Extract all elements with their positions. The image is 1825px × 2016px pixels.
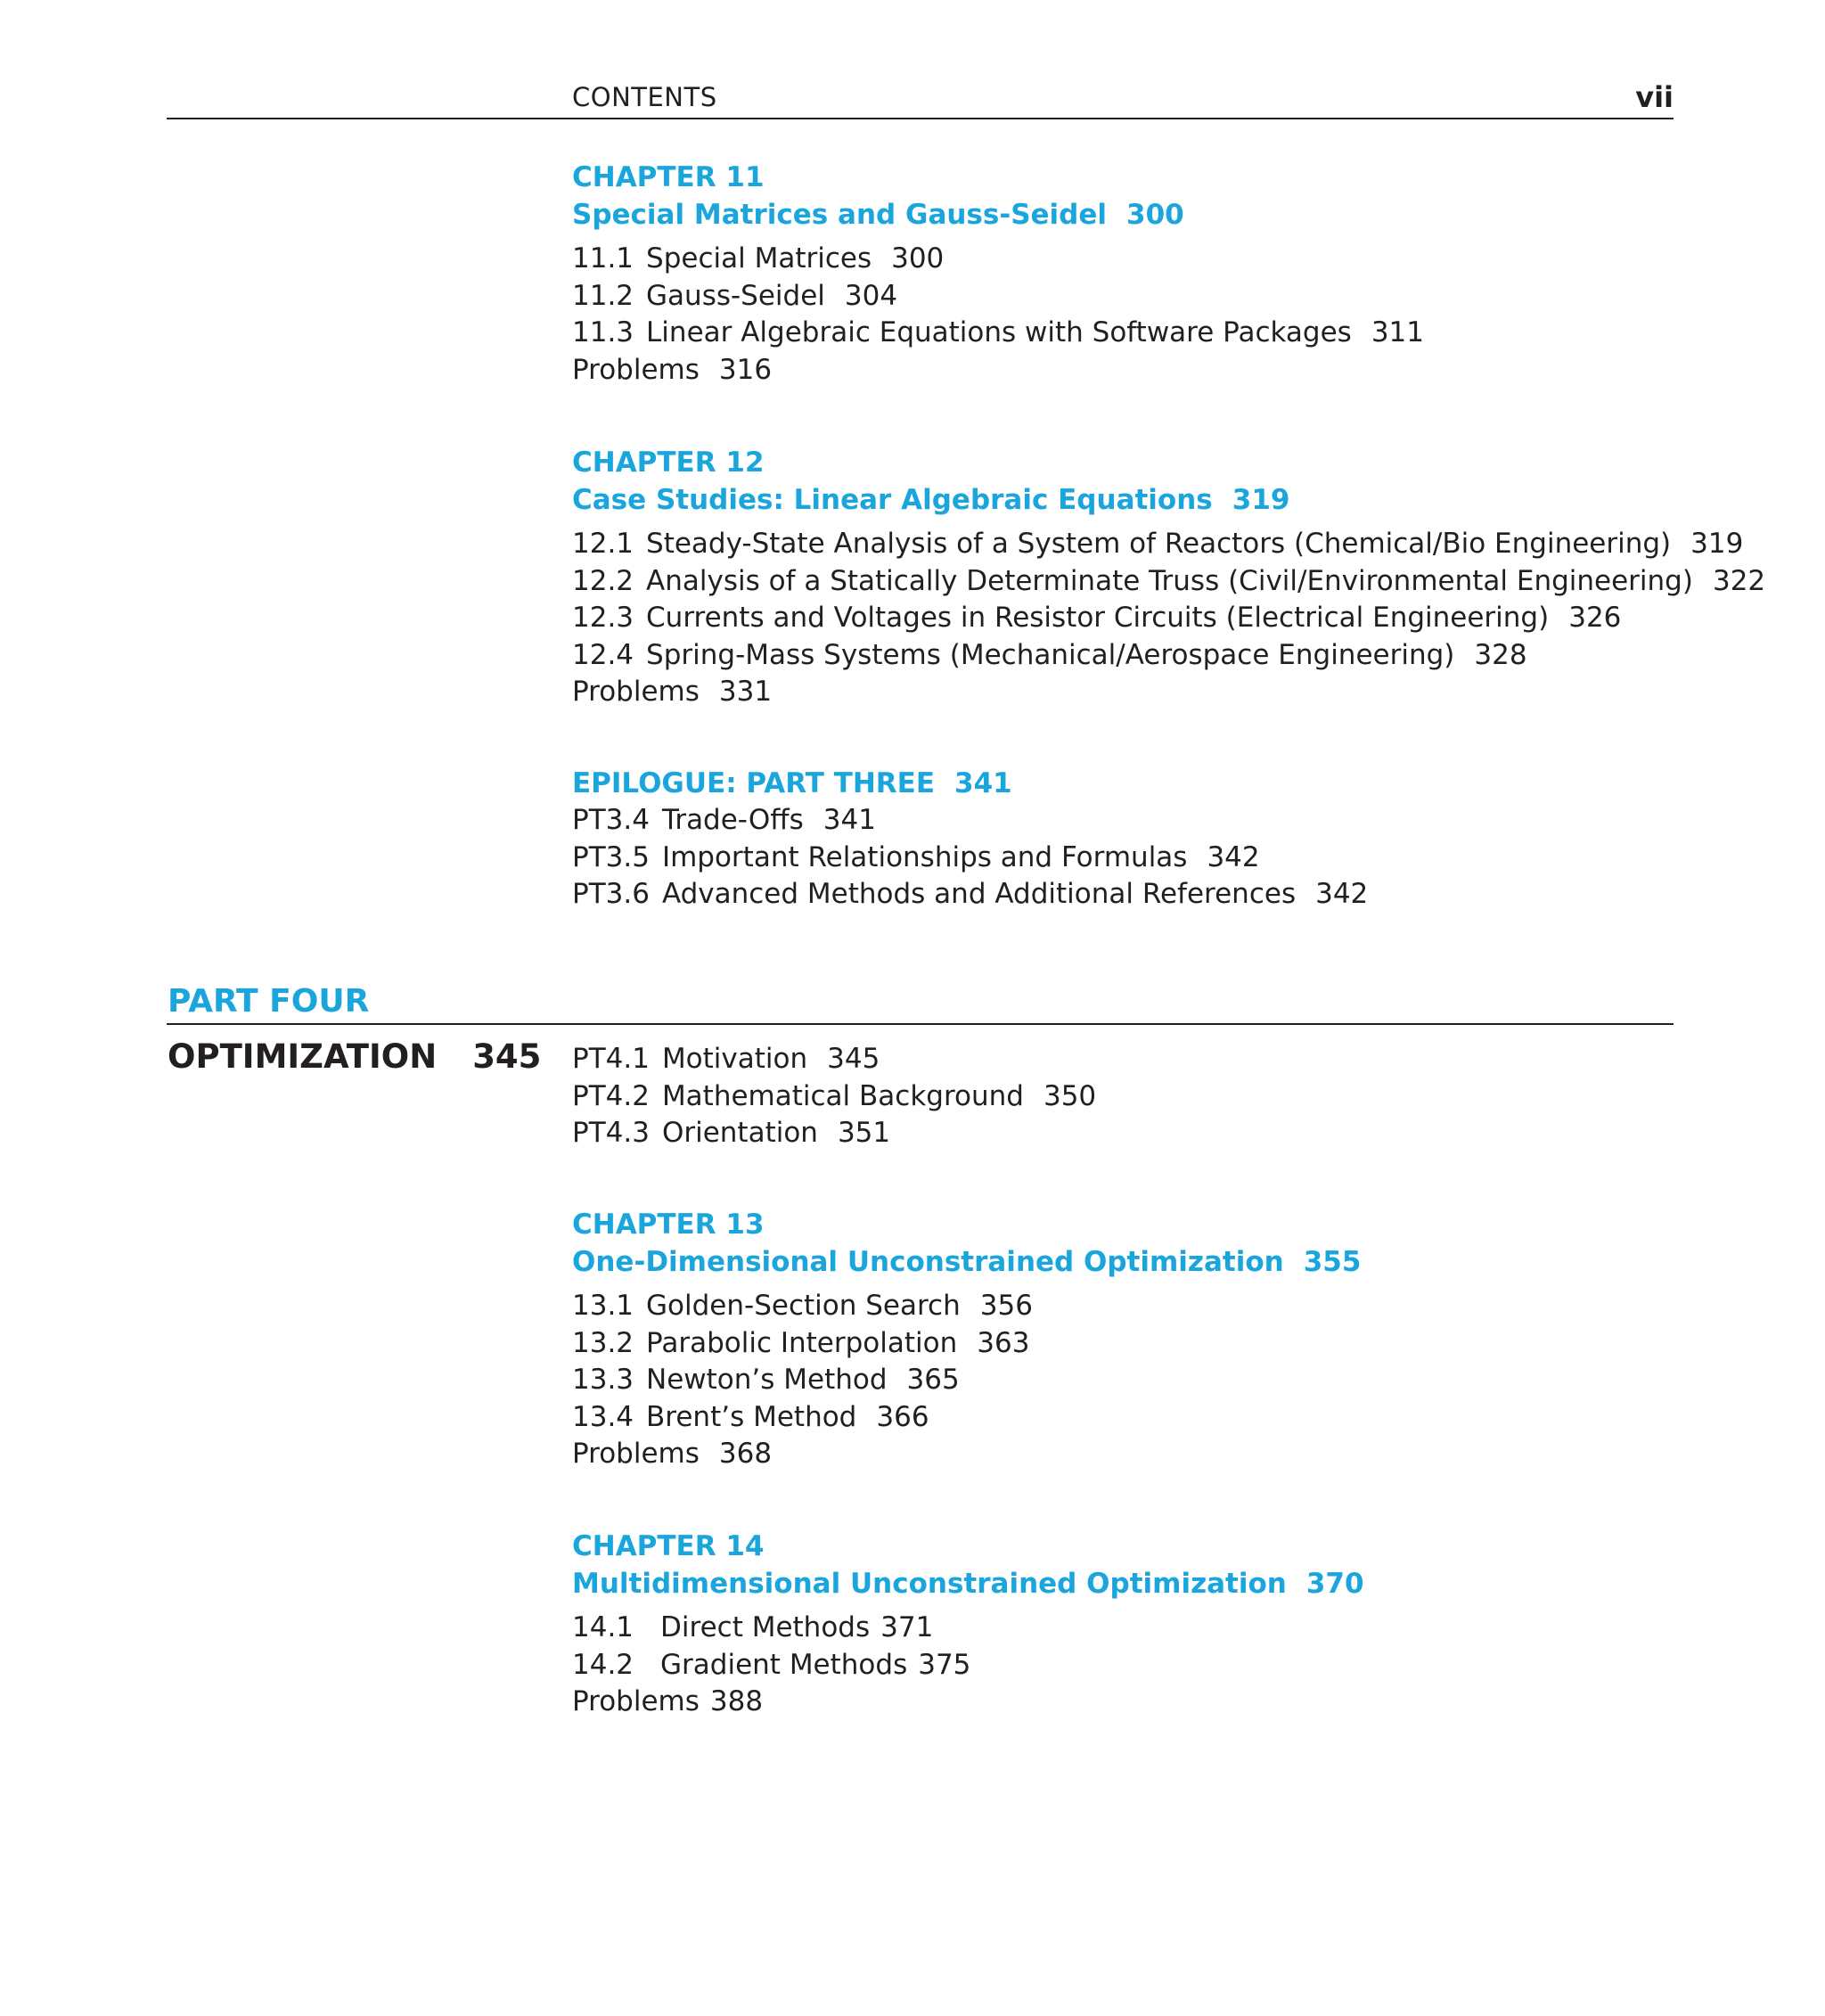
toc-entry[interactable] [572,1610,1364,1647]
epilogue-part-three-section [572,765,1368,914]
entry-title: Parabolic Interpolation [646,1326,958,1359]
toc-entry[interactable] [572,1684,1364,1721]
running-head [167,78,1674,119]
toc-entry[interactable] [572,352,1424,389]
chapter-11-section [572,159,1424,389]
entry-page: 345 [827,1043,880,1075]
entry-title: Trade-Offs [661,804,804,836]
toc-entry[interactable] [572,637,1765,675]
entry-title: Currents and Voltages in Resistor Circuits (Electrical Engineering) [646,602,1550,634]
entry-title: Newton’s Method [646,1364,888,1396]
entry-number: 11.3 [572,316,634,348]
toc-entry[interactable] [572,840,1368,877]
entry-number: 14.2 [572,1648,634,1681]
entry-page: 365 [906,1364,960,1396]
entry-page: 368 [718,1438,773,1470]
entry-page: 388 [709,1685,764,1717]
entry-number: PT4.1 [572,1043,650,1075]
toc-entry[interactable] [572,1362,1361,1399]
toc-entry[interactable] [572,1399,1361,1437]
toc-entry[interactable] [572,526,1765,563]
chapter-12-page: 319 [1232,484,1290,516]
entry-title: Analysis of a Statically Determinate Truss (Civil/Environmental Engineering) [646,564,1693,597]
entry-number: PT3.4 [572,804,650,836]
chapter-13-title: One-Dimensional Unconstrained Optimization [572,1246,1284,1278]
toc-entry[interactable] [572,1041,1096,1078]
toc-entry[interactable] [572,1325,1361,1363]
entry-page: 326 [1568,602,1622,634]
toc-entry[interactable] [572,315,1424,352]
toc-entry[interactable] [572,1288,1361,1325]
toc-entry[interactable] [572,1078,1096,1116]
entry-number: 13.2 [572,1326,634,1359]
entry-number: PT3.6 [572,878,650,910]
entry-number: 13.3 [572,1364,634,1396]
toc-entry[interactable] [572,674,1765,711]
entry-title: Problems [572,1438,700,1470]
entry-title: Direct Methods [660,1611,871,1643]
entry-number: 11.1 [572,242,634,275]
entry-page: 319 [1690,528,1744,560]
entry-title: Orientation [661,1117,818,1149]
chapter-12-title: Case Studies: Linear Algebraic Equations [572,484,1213,516]
entry-title: Golden-Section Search [646,1290,961,1322]
toc-entry[interactable] [572,1115,1096,1152]
epilogue-page: 341 [954,767,1012,799]
chapter-12-title-line[interactable] [572,481,1765,519]
chapter-14-section [572,1528,1364,1721]
entry-title: Brent’s Method [646,1400,857,1433]
entry-number: PT4.2 [572,1079,650,1112]
entry-number: 12.2 [572,564,634,597]
chapter-11-page: 300 [1126,199,1184,231]
part-four-label: PART FOUR [168,983,370,1020]
entry-number: PT4.3 [572,1117,650,1149]
entry-page: 350 [1043,1079,1097,1112]
entry-title: Gradient Methods [660,1648,908,1681]
chapter-13-section [572,1206,1361,1473]
entry-number: 12.3 [572,602,634,634]
part-four-title: OPTIMIZATION [168,1037,438,1076]
entry-number: PT3.5 [572,840,650,873]
toc-entry[interactable] [572,241,1424,278]
entry-title: Linear Algebraic Equations with Software Packages [646,316,1352,348]
toc-entry[interactable] [572,600,1765,637]
chapter-14-page: 370 [1305,1568,1364,1600]
entry-page: 356 [979,1290,1033,1322]
entry-title: Gauss-Seidel [646,279,825,312]
entry-page: 304 [844,279,898,312]
entry-page: 316 [718,353,773,386]
entry-title: Steady-State Analysis of a System of Reactors (Chemical/Bio Engineering) [646,528,1672,560]
entry-number: 12.1 [572,528,634,560]
entry-page: 375 [918,1648,971,1681]
entry-title: Problems [572,1685,700,1717]
part-four-divider [167,1023,1674,1025]
chapter-14-title-line[interactable] [572,1565,1364,1602]
chapter-14-label: CHAPTER 14 [572,1530,765,1562]
entry-page: 328 [1474,638,1527,671]
entry-page: 331 [718,676,773,708]
part-four-title-line[interactable] [168,1037,541,1077]
chapter-12-section [572,444,1765,711]
entry-title: Special Matrices [646,242,872,275]
chapter-11-label: CHAPTER 11 [572,161,765,193]
entry-page: 300 [891,242,945,275]
entry-title: Mathematical Background [661,1079,1024,1112]
chapter-12-label: CHAPTER 12 [572,447,765,479]
entry-number: 12.4 [572,638,634,671]
chapter-13-page: 355 [1303,1246,1362,1278]
entry-number: 13.4 [572,1400,634,1433]
chapter-11-title-line[interactable] [572,196,1424,234]
toc-entry[interactable] [572,876,1368,914]
chapter-13-title-line[interactable] [572,1243,1361,1281]
entry-page: 351 [837,1117,891,1149]
entry-page: 366 [876,1400,929,1433]
entry-page: 342 [1315,878,1369,910]
entry-title: Problems [572,676,700,708]
entry-title: Problems [572,353,700,386]
entry-number: 11.2 [572,279,634,312]
entry-title: Advanced Methods and Additional References [661,878,1297,910]
epilogue-title: EPILOGUE: PART THREE [572,767,936,799]
entry-page: 341 [822,804,876,836]
entry-title: Motivation [661,1043,808,1075]
entry-page: 322 [1712,564,1766,597]
chapter-13-label: CHAPTER 13 [572,1209,765,1241]
entry-title: Spring-Mass Systems (Mechanical/Aerospace Engineering) [646,638,1455,671]
entry-page: 371 [880,1611,934,1643]
page-number: vii [1635,80,1674,114]
toc-entry[interactable] [572,563,1765,601]
toc-entry[interactable] [572,278,1424,316]
part-four-page: 345 [472,1037,542,1076]
toc-entry[interactable] [572,1436,1361,1473]
running-title: CONTENTS [572,82,717,112]
entry-page: 342 [1207,840,1260,873]
entry-number: 13.1 [572,1290,634,1322]
entry-number: 14.1 [572,1611,634,1643]
chapter-11-title: Special Matrices and Gauss-Seidel [572,199,1108,231]
chapter-14-title: Multidimensional Unconstrained Optimization [572,1568,1287,1600]
epilogue-title-line[interactable] [572,765,1368,802]
entry-page: 311 [1371,316,1424,348]
part-four-entries [572,1041,1096,1152]
toc-entry[interactable] [572,1647,1364,1684]
entry-title: Important Relationships and Formulas [661,840,1188,873]
toc-entry[interactable] [572,802,1368,840]
entry-page: 363 [977,1326,1030,1359]
